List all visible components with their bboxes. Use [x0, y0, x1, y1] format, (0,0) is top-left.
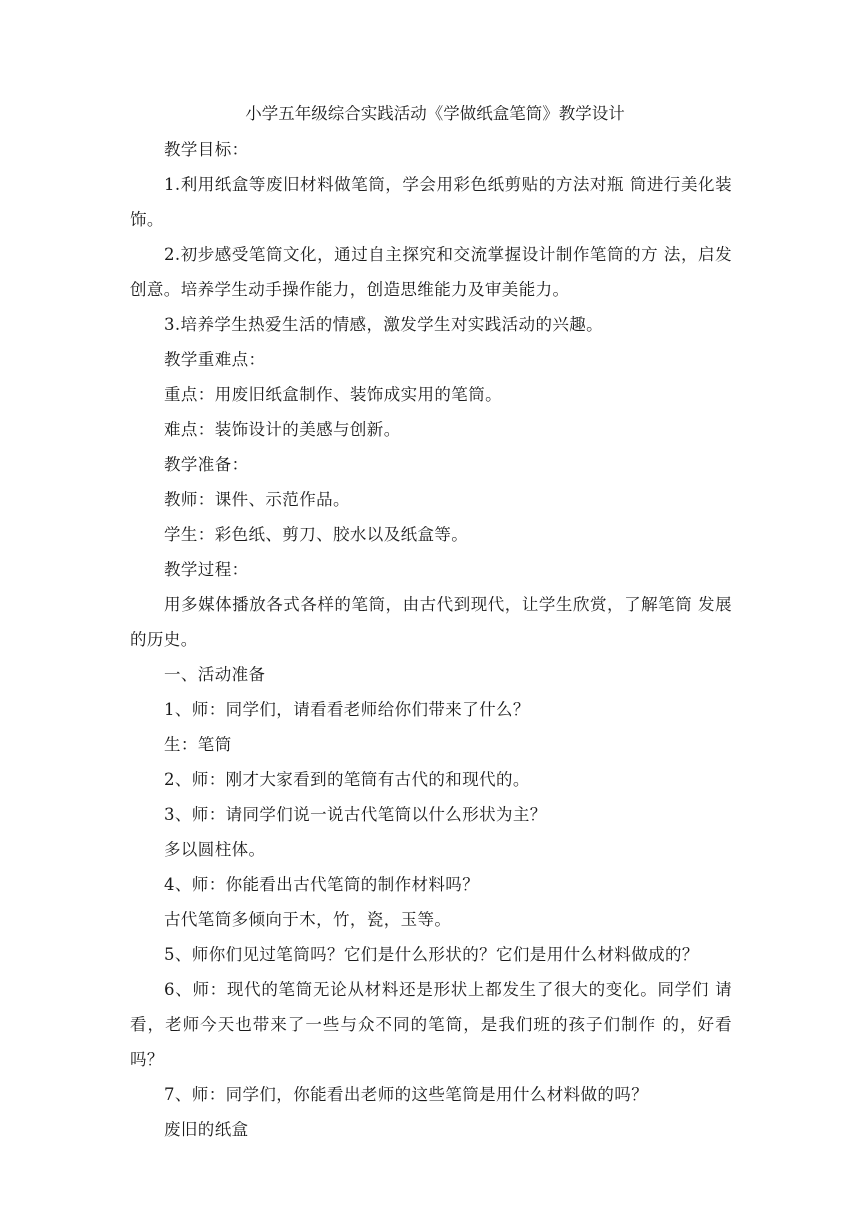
paragraph: 教学重难点：: [164, 350, 266, 369]
paragraph: 生：笔筒: [164, 735, 232, 754]
paragraph: 2.初步感受笔筒文化，通过自主探究和交流掌握设计制作笔筒的方 法，启发创意。培养学生动手操作能力，创造思维能力及审美能力。: [130, 245, 732, 299]
paragraph: 教学过程：: [164, 560, 249, 579]
paragraph: 难点：装饰设计的美感与创新。: [164, 420, 401, 439]
paragraph: 4、师：你能看出古代笔筒的制作材料吗？: [164, 875, 480, 894]
document-title: 小学五年级综合实践活动《学做纸盒笔筒》教学设计: [245, 104, 625, 123]
paragraph: 5、师你们见过笔筒吗？它们是什么形状的？它们是用什么材料做成的？: [164, 945, 699, 964]
paragraph: 用多媒体播放各式各样的笔筒，由古代到现代，让学生欣赏，了解笔筒 发展的历史。: [130, 595, 732, 649]
paragraph: 古代笔筒多倾向于木，竹，瓷，玉等。: [164, 910, 452, 929]
paragraph: 多以圆柱体。: [164, 840, 266, 859]
paragraph: 废旧的纸盒: [164, 1120, 249, 1139]
document-body: [130, 132, 732, 1147]
paragraph: 重点：用废旧纸盒制作、装饰成实用的笔筒。: [164, 385, 502, 404]
paragraph: 7、师：同学们，你能看出老师的这些笔筒是用什么材料做的吗？: [164, 1085, 649, 1104]
paragraph: 一、活动准备: [164, 665, 266, 684]
paragraph: 教学准备：: [164, 455, 249, 474]
paragraph: 教师：课件、示范作品。: [164, 490, 350, 509]
paragraph: 学生：彩色纸、剪刀、胶水以及纸盒等。: [164, 525, 469, 544]
paragraph: 2、师：刚才大家看到的笔筒有古代的和现代的。: [164, 770, 530, 789]
paragraph: 3、师：请同学们说一说古代笔筒以什么形状为主？: [164, 805, 547, 824]
document-page: [130, 100, 732, 1147]
paragraph: 3.培养学生热爱生活的情感，激发学生对实践活动的兴趣。: [164, 315, 604, 334]
paragraph: 1.利用纸盒等废旧材料做笔筒，学会用彩色纸剪贴的方法对瓶 筒进行美化装饰。: [130, 175, 732, 229]
paragraph: 1、师：同学们，请看看老师给你们带来了什么？: [164, 700, 530, 719]
paragraph: 6、师：现代的笔筒无论从材料还是形状上都发生了很大的变化。同学们 请看，老师今天也带来了一些与众不同的笔筒，是我们班的孩子们制作 的，好看吗？: [130, 980, 732, 1069]
paragraph: 教学目标：: [164, 140, 249, 159]
